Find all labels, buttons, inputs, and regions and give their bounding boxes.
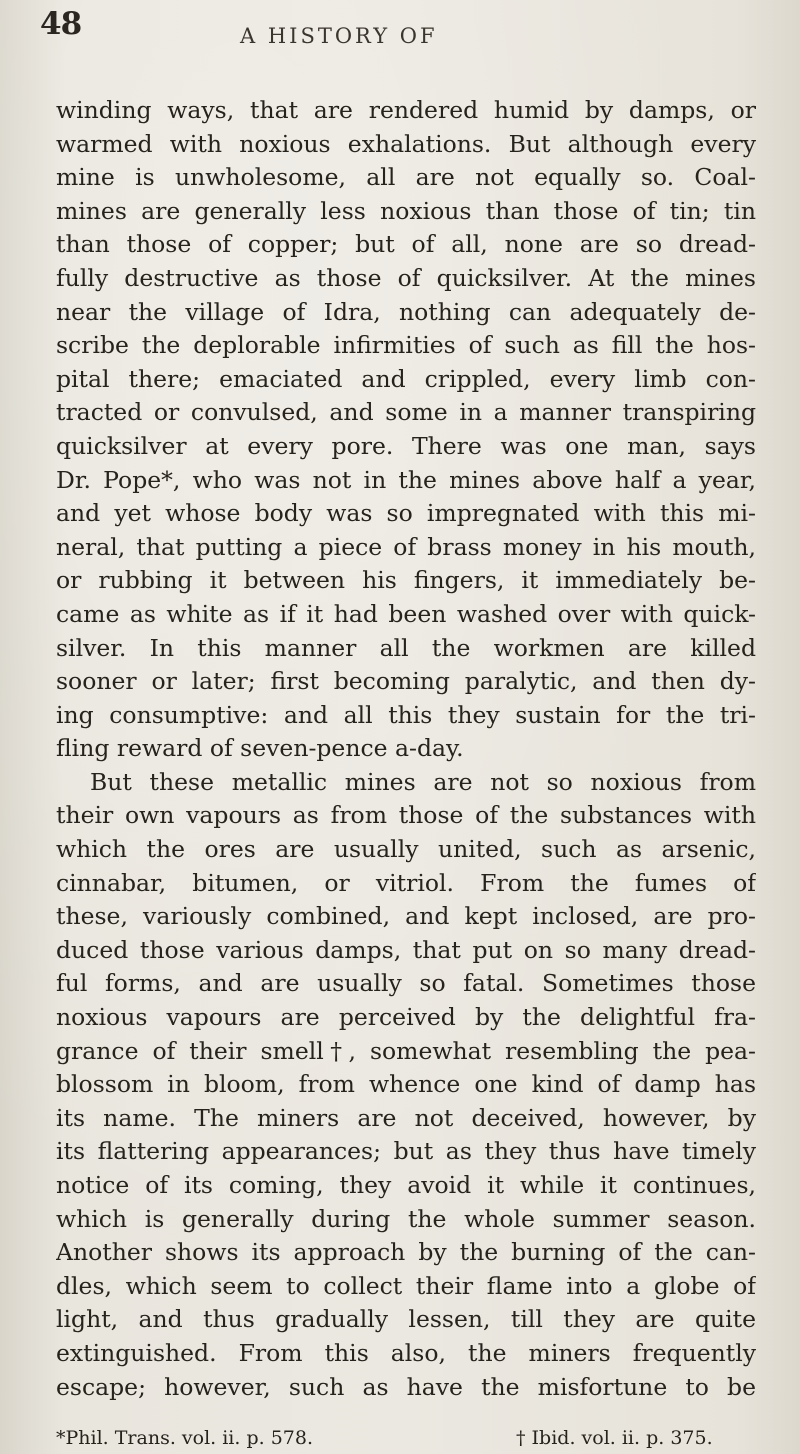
text-line: these, variously combined, and kept inclosed, are pro-	[56, 902, 756, 931]
text-line: blossom in bloom, from whence one kind of damp has	[56, 1070, 756, 1099]
text-line: which is generally during the whole summer season.	[56, 1204, 756, 1233]
text-line: silver. In this manner all the workmen are killed	[56, 633, 756, 662]
text-line: duced those various damps, that put on so many dread-	[56, 935, 756, 964]
text-line: light, and thus gradually lessen, till they are quite	[56, 1305, 756, 1334]
running-head: A HISTORY OF	[240, 24, 438, 48]
text-line: winding ways, that are rendered humid by damps, or	[56, 96, 756, 124]
text-line: which the ores are usually united, such as arsenic,	[56, 835, 756, 864]
footnotes	[56, 1425, 756, 1451]
text-line: fully destructive as those of quicksilver. At the mines	[56, 263, 756, 292]
text-line: mines are generally less noxious than those of tin; tin	[56, 196, 756, 225]
text-line: fling reward of seven-pence a-day.	[56, 734, 464, 763]
text-line: mine is unwholesome, all are not equally so. Coal-	[56, 163, 756, 192]
text-line: dles, which seem to collect their flame into a globe of	[56, 1271, 756, 1300]
footnote-phil-trans: *Phil. Trans. vol. ii. p. 578.	[56, 1427, 314, 1449]
text-line: than those of copper; but of all, none are so dread-	[56, 230, 756, 259]
text-line: scribe the deplorable infirmities of such as fill the hos-	[56, 331, 756, 360]
text-line: neral, that putting a piece of brass money in his mouth,	[56, 532, 756, 561]
text-line: warmed with noxious exhalations. But although every	[56, 129, 756, 158]
footnote-ibid: † Ibid. vol. ii. p. 375.	[516, 1427, 713, 1449]
text-line: ful forms, and are usually so fatal. Sometimes those	[56, 969, 756, 998]
text-line: ing consumptive: and all this they sustain for the tri-	[56, 700, 756, 729]
text-line: escape; however, such as have the misfortune to be	[56, 1372, 756, 1401]
body-text	[56, 94, 756, 1404]
text-line: grance of their smell†, somewhat resembling the pea-	[56, 1036, 756, 1065]
text-line: notice of its coming, they avoid it while it continues,	[56, 1171, 756, 1199]
text-line: near the village of Idra, nothing can adequately de-	[56, 297, 756, 326]
page-number: 48	[40, 6, 82, 42]
text-line: its name. The miners are not deceived, however, by	[56, 1103, 756, 1132]
paragraph-start-line: But these metallic mines are not so noxious from	[90, 767, 756, 796]
text-line: sooner or later; first becoming paralytic, and then dy-	[56, 667, 756, 696]
text-line: noxious vapours are perceived by the delightful fra-	[56, 1003, 756, 1032]
text-line: tracted or convulsed, and some in a manner transpiring	[56, 398, 756, 427]
text-line: its flattering appearances; but as they thus have timely	[56, 1137, 756, 1166]
text-line: and yet whose body was so impregnated with this mi-	[56, 499, 756, 528]
text-line: extinguished. From this also, the miners frequently	[56, 1338, 756, 1367]
text-line: came as white as if it had been washed over with quick-	[56, 599, 756, 628]
text-line: Another shows its approach by the burning of the can-	[56, 1238, 756, 1267]
text-line: quicksilver at every pore. There was one man, says	[56, 431, 756, 460]
text-line: cinnabar, bitumen, or vitriol. From the fumes of	[56, 868, 756, 897]
text-line: their own vapours as from those of the substances with	[56, 801, 756, 830]
text-line: or rubbing it between his fingers, it immediately be-	[56, 566, 756, 595]
text-line: Dr. Pope*, who was not in the mines above half a year,	[56, 465, 756, 494]
text-line: pital there; emaciated and crippled, every limb con-	[56, 364, 756, 393]
